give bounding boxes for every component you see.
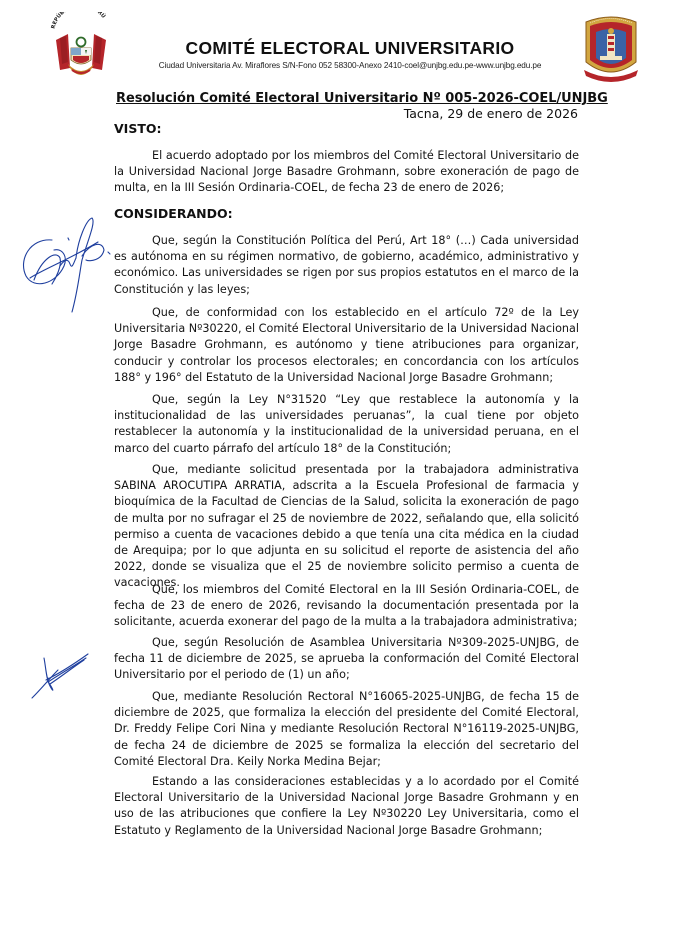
considerando-paragraph: Estando a las consideraciones establecidas y a lo acordado por el Comité Electoral Universitario de la Universidad Nacional Jorge Basadre Grohmann y en uso de las atribuciones que confiere la Ley Nº30220 Ley Universitaria, como el Estatuto y Reglamento de la Universidad Nacional Jorge Basadre Grohmann; bbox=[114, 775, 579, 837]
resolution-title: Resolución Comité Electoral Universitario Nº 005-2026-COEL/UNJBG bbox=[116, 91, 608, 106]
considerando-paragraph: Que, según Resolución de Asamblea Universitaria Nº309-2025-UNJBG, de fecha 11 de diciembre de 2025, se aprueba la conformación del Comité Electoral Universitario por el periodo de (1) un año; bbox=[114, 636, 579, 682]
committee-contact-info: Ciudad Universitaria Av. Miraflores S/N-Fono 052 58300-Anexo 2410-coel@unjbg.edu.pe-www.unjbg.edu.pe bbox=[158, 61, 542, 70]
handwritten-initial bbox=[28, 650, 98, 710]
considerando-paragraph: Que, mediante Resolución Rectoral N°16065-2025-UNJBG, de fecha 15 de diciembre de 2025, que formaliza la elección del presidente del Comité Electoral, Dr. Freddy Felipe Cori Nina y mediante Resolución Rectoral N°16119-2025-UNJBG, de fecha 24 de diciembre de 2025 se formaliza la elección del secretario del Comité Electoral Dra. Keily Norka Medina Bejar; bbox=[114, 690, 579, 768]
considerando-paragraph: Que, según la Ley N°31520 “Ley que restablece la autonomía y la institucionalidad de las universidades peruanas”, la cual tiene por objeto restablecer la autonomía y la institucionalidad de la universidad peruana, en el marco del cuarto párrafo del artículo 18° de la Constitución; bbox=[114, 393, 579, 455]
considerando-paragraph: Que, los miembros del Comité Electoral en la III Sesión Ordinaria-COEL, de fecha de 23 de enero de 2026, revisando la documentación presentada por la solicitante, acuerda exonerar del pago de la multa a la trabajadora administrativa; bbox=[114, 583, 579, 629]
considerando-paragraph: Que, de conformidad con los establecido en el artículo 72º de la Ley Universitaria Nº30220, el Comité Electoral Universitario de la Universidad Nacional Jorge Basadre Grohmann, es autónomo y tiene atribuciones para organizar, conducir y controlar los procesos electorales; en concordancia con los artículos 188° y 196° del Estatuto de la Universidad Nacional Jorge Basadre Grohmann; bbox=[114, 306, 579, 384]
considerando-paragraph: Que, mediante solicitud presentada por la trabajadora administrativa SABINA AROCUTIPA ARRATIA, adscrita a la Escuela Profesional de farmacia y bioquímica de la Facultad de Ciencias de la Salud, solicita la exoneración de pago de multa por no sufragar el 25 de noviembre de 2022, señalando que, ella solicitó permiso a cuenta de vacaciones debido a que tenía una cita médica en la ciudad de Arequipa; por lo que adjunta en su solicitud el reporte de asistencia del año 2022, donde se visualiza que el 25 de noviembre solicito permiso a cuenta de vacaciones. bbox=[114, 463, 579, 590]
peru-coat-of-arms-icon bbox=[46, 12, 116, 80]
considerando-paragraph: Que, según la Constitución Política del Perú, Art 18° (…) Cada universidad es autónoma en su régimen normativo, de gobierno, académico, administrativo y económico. Las universidades se rigen por sus propios estatutos en el marco de la Constitución y las leyes; bbox=[114, 234, 579, 296]
handwritten-signature-icon bbox=[12, 210, 112, 320]
visto-heading: VISTO: bbox=[114, 121, 162, 136]
committee-title: COMITÉ ELECTORAL UNIVERSITARIO bbox=[185, 38, 515, 58]
resolution-date: Tacna, 29 de enero de 2026 bbox=[403, 106, 578, 121]
visto-paragraph: El acuerdo adoptado por los miembros del Comité Electoral Universitario de la Universidad Nacional Jorge Basadre Grohmann, sobre exoneración de pago de multa, en la III Sesión Ordinaria-COEL, de fecha 23 de enero de 2026; bbox=[114, 149, 579, 195]
unjbg-university-seal-icon bbox=[580, 14, 642, 84]
handwritten-initial-icon bbox=[28, 650, 98, 706]
svg-text:REPÚBLICA DEL PERÚ: REPÚB RÚ bbox=[50, 12, 107, 30]
peru-coat-of-arms-logo bbox=[46, 12, 116, 80]
unjbg-seal-logo bbox=[580, 14, 642, 84]
handwritten-signature bbox=[12, 210, 112, 324]
considerando-heading: CONSIDERANDO: bbox=[114, 206, 233, 221]
